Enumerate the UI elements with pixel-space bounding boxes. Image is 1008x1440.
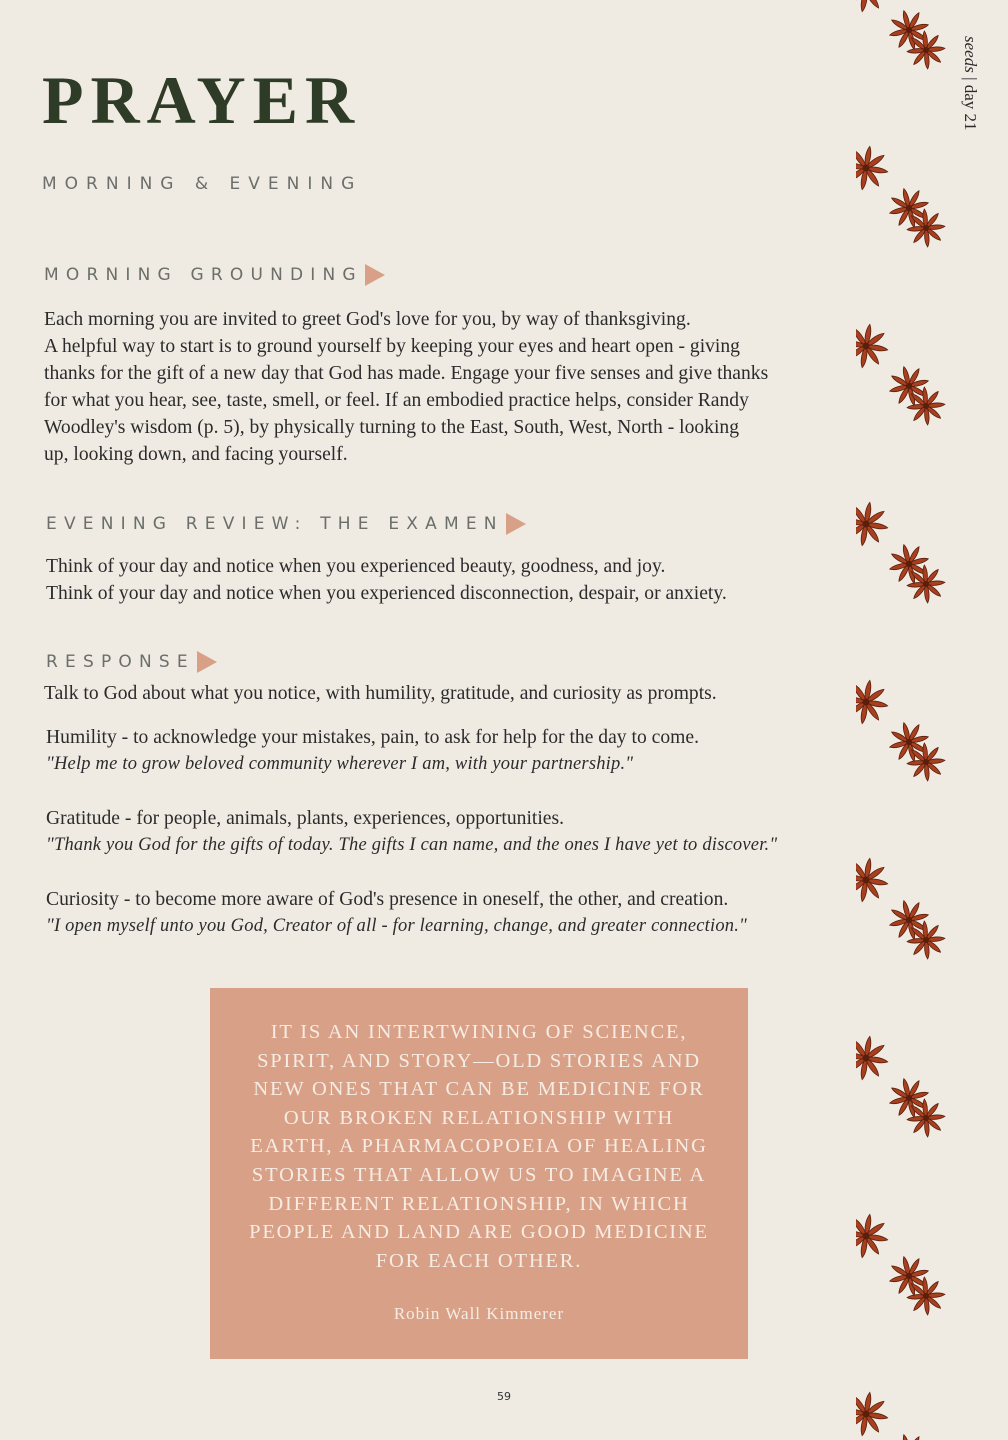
response-item-quote: "Help me to grow beloved community wherever I am, with your partnership."	[46, 754, 634, 774]
quote-line: EARTH, A PHARMACOPOEIA OF HEALING	[250, 1135, 708, 1158]
quote-line: DIFFERENT RELATIONSHIP, IN WHICH	[268, 1192, 690, 1215]
paragraph-line: up, looking down, and facing yourself.	[44, 444, 348, 465]
response-item-text: Gratitude - for people, animals, plants, experiences, opportunities.	[46, 808, 564, 829]
star-anise-icon	[882, 1427, 937, 1440]
paragraph-line: Think of your day and notice when you experienced disconnection, despair, or anxiety.	[46, 583, 727, 604]
quote-line: STORIES THAT ALLOW US TO IMAGINE A	[251, 1163, 707, 1186]
running-header-series: seeds	[961, 36, 980, 73]
star-anise-icon	[856, 499, 891, 550]
star-anise-icon	[856, 1211, 891, 1262]
quote-box	[210, 988, 748, 1359]
paragraph-line: A helpful way to start is to ground yourself by keeping your eyes and heart open - giving	[44, 336, 740, 357]
star-anise-icon	[856, 677, 891, 728]
response-item-text: Curiosity - to become more aware of God's presence in oneself, the other, and creation.	[46, 889, 729, 910]
response-item-quote: "Thank you God for the gifts of today. The gifts I can name, and the ones I have yet to discover."	[46, 835, 778, 855]
paragraph-line: Woodley's wisdom (p. 5), by physically turning to the East, South, West, North - looking	[44, 417, 739, 438]
morning-heading	[44, 264, 385, 286]
evening-paragraph	[46, 553, 896, 607]
running-header-day: | day 21	[961, 72, 980, 131]
response-intro	[44, 680, 894, 707]
star-anise-icon	[856, 321, 891, 372]
response-item-gratitude	[46, 805, 896, 859]
quote-line: NEW ONES THAT CAN BE MEDICINE FOR	[253, 1078, 705, 1101]
star-anise-icon	[856, 1033, 891, 1084]
page-number: 59	[497, 1390, 511, 1403]
page-subtitle: MORNING & EVENING	[42, 174, 363, 194]
response-item-curiosity	[46, 886, 896, 940]
response-item-text: Humility - to acknowledge your mistakes, pain, to ask for help for the day to come.	[46, 727, 699, 748]
star-anise-icon	[856, 1389, 891, 1440]
quote-text	[236, 1018, 722, 1275]
paragraph-line: Talk to God about what you notice, with humility, gratitude, and curiosity as prompts.	[44, 683, 717, 704]
paragraph-line: for what you hear, see, taste, smell, or feel. If an embodied practice helps, consider Randy	[44, 390, 749, 411]
quote-line: IT IS AN INTERTWINING OF SCIENCE,	[270, 1021, 688, 1043]
response-item-quote: "I open myself unto you God, Creator of all - for learning, change, and greater connection."	[46, 916, 748, 936]
response-item-humility	[46, 724, 896, 778]
quote-line: SPIRIT, AND STORY—OLD STORIES AND	[257, 1049, 701, 1072]
paragraph-line: Think of your day and notice when you experienced beauty, goodness, and joy.	[46, 556, 666, 577]
play-arrow-icon	[506, 513, 526, 535]
paragraph-line: thanks for the gift of a new day that God has made. Engage your five senses and give thanks	[44, 363, 769, 384]
evening-heading	[46, 513, 526, 535]
play-arrow-icon	[197, 651, 217, 673]
morning-heading-label: MORNING GROUNDING	[44, 265, 363, 285]
play-arrow-icon	[365, 264, 385, 286]
page-title: PRAYER	[42, 62, 362, 138]
quote-author: Robin Wall Kimmerer	[393, 1304, 565, 1323]
star-anise-icon	[856, 855, 891, 906]
star-anise-icon	[856, 0, 891, 15]
morning-paragraph	[44, 306, 894, 468]
quote-line: OUR BROKEN RELATIONSHIP WITH	[283, 1106, 675, 1129]
quote-line: PEOPLE AND LAND ARE GOOD MEDICINE	[249, 1221, 709, 1244]
evening-heading-label: EVENING REVIEW: THE EXAMEN	[46, 514, 504, 534]
response-heading	[46, 651, 217, 673]
response-heading-label: RESPONSE	[46, 652, 195, 672]
star-anise-vine	[856, 0, 946, 1440]
star-anise-icon	[856, 143, 891, 194]
paragraph-line: Each morning you are invited to greet God's love for you, by way of thanksgiving.	[44, 309, 691, 330]
running-header	[960, 36, 980, 131]
quote-line: FOR EACH OTHER.	[375, 1249, 583, 1272]
